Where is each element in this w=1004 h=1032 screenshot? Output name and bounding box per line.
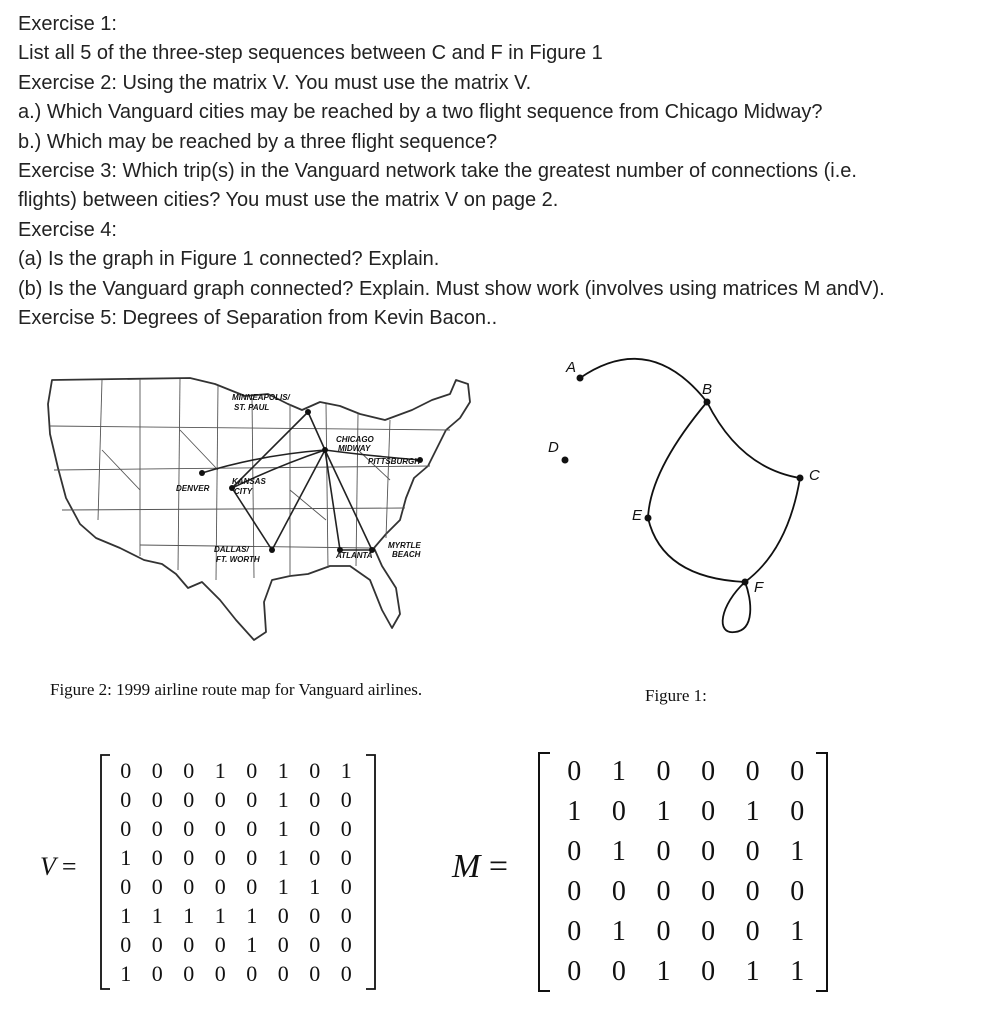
matrix-v-cell: 0 bbox=[183, 816, 195, 841]
matrix-m-cell: 0 bbox=[745, 836, 760, 867]
city-label-beach: BEACH bbox=[392, 550, 421, 559]
matrix-v-row bbox=[110, 901, 362, 930]
matrix-m-cell: 1 bbox=[790, 956, 805, 987]
node-label-f: F bbox=[754, 579, 764, 596]
matrix-m-row bbox=[552, 752, 820, 792]
matrix-m-row bbox=[552, 872, 820, 912]
matrix-m-cell: 1 bbox=[656, 956, 671, 987]
matrix-m-row bbox=[552, 952, 820, 992]
matrix-v-cell: 0 bbox=[151, 787, 163, 812]
matrix-v-cell: 0 bbox=[309, 758, 321, 783]
matrix-v-cell: 0 bbox=[214, 787, 226, 812]
matrix-m-cell: 1 bbox=[790, 836, 805, 867]
matrix-v-cell: 0 bbox=[309, 961, 321, 986]
node-a bbox=[577, 375, 584, 382]
minneapolis-dot bbox=[305, 409, 311, 415]
matrix-m-cell: 1 bbox=[790, 916, 805, 947]
node-d bbox=[562, 457, 569, 464]
matrix-v-cell: 0 bbox=[340, 816, 352, 841]
matrix-m bbox=[552, 752, 820, 992]
figure-1-caption: Figure 1: bbox=[645, 686, 707, 705]
matrix-v-cell: 0 bbox=[183, 874, 195, 899]
city-label-dallas: DALLAS/ bbox=[214, 545, 249, 554]
matrix-v-cell: 1 bbox=[277, 874, 289, 899]
matrix-m-cell: 1 bbox=[567, 796, 582, 827]
matrix-m-cell: 0 bbox=[611, 796, 626, 827]
matrix-m-cell: 1 bbox=[745, 796, 760, 827]
matrix-m-cell: 0 bbox=[701, 956, 716, 987]
edge-b-c bbox=[707, 402, 800, 478]
matrix-v-cell: 1 bbox=[214, 758, 226, 783]
matrix-v-equals: = bbox=[61, 852, 77, 881]
matrix-v-cell: 0 bbox=[120, 932, 132, 957]
node-label-c: C bbox=[809, 467, 820, 484]
matrix-v-cell: 1 bbox=[277, 816, 289, 841]
exercise-line: (b) Is the Vanguard graph connected? Explain. Must show work (involves using matrices M andV). bbox=[18, 277, 885, 300]
matrix-v-cell: 1 bbox=[277, 758, 289, 783]
exercise-line: Exercise 2: Using the matrix V. You must use the matrix V. bbox=[18, 71, 532, 94]
matrix-m-cell: 0 bbox=[567, 756, 582, 787]
denver-dot bbox=[199, 470, 205, 476]
matrix-v-cell: 0 bbox=[340, 932, 352, 957]
dallas-dot bbox=[269, 547, 275, 553]
matrix-v-cell: 0 bbox=[309, 932, 321, 957]
matrix-m-symbol: M bbox=[452, 848, 481, 885]
node-label-e: E bbox=[632, 507, 643, 524]
exercise-line: (a) Is the graph in Figure 1 connected? Explain. bbox=[18, 248, 440, 271]
matrix-m-cell: 0 bbox=[701, 756, 716, 787]
edge-f-loop bbox=[723, 582, 751, 632]
matrix-m-cell: 1 bbox=[611, 756, 626, 787]
matrix-v-row bbox=[110, 843, 362, 872]
matrix-m-cell: 0 bbox=[567, 916, 582, 947]
matrix-m-label bbox=[452, 848, 508, 886]
matrix-v-cell: 0 bbox=[183, 787, 195, 812]
matrix-m-equals: = bbox=[488, 848, 509, 885]
matrix-v-cell: 1 bbox=[309, 874, 321, 899]
matrix-m-cell: 0 bbox=[611, 956, 626, 987]
matrix-m-cell: 0 bbox=[745, 916, 760, 947]
matrix-v-cell: 1 bbox=[120, 903, 132, 928]
edge-e-f bbox=[648, 518, 745, 582]
matrix-v-cell: 0 bbox=[183, 845, 195, 870]
city-label-denver: DENVER bbox=[176, 484, 210, 493]
city-label-chicago: CHICAGO bbox=[336, 435, 374, 444]
matrix-v-cell: 0 bbox=[214, 874, 226, 899]
matrix-v-cell: 0 bbox=[183, 758, 195, 783]
matrix-v-row bbox=[110, 872, 362, 901]
node-label-b: B bbox=[702, 381, 713, 398]
matrix-m-cell: 0 bbox=[701, 836, 716, 867]
matrix-v-row bbox=[110, 930, 362, 959]
city-label-kansas: KANSAS bbox=[232, 477, 266, 486]
matrix-v-cell: 0 bbox=[214, 932, 226, 957]
matrix-v-cell: 0 bbox=[277, 903, 289, 928]
exercise-line: Exercise 3: Which trip(s) in the Vanguard network take the greatest number of connections (i.e. bbox=[18, 160, 857, 182]
matrix-v-cell: 0 bbox=[309, 845, 321, 870]
matrix-v-cell: 0 bbox=[340, 845, 352, 870]
matrix-v-cell: 0 bbox=[340, 961, 352, 986]
matrix-v-cell: 0 bbox=[151, 874, 163, 899]
matrix-v-symbol: V bbox=[40, 852, 56, 881]
matrix-v-cell: 0 bbox=[151, 816, 163, 841]
matrix-m-cell: 0 bbox=[790, 876, 805, 907]
exercise-line: Exercise 5: Degrees of Separation from Kevin Bacon.. bbox=[18, 307, 498, 329]
matrix-v-cell: 1 bbox=[246, 932, 258, 957]
matrix-m-cell: 1 bbox=[745, 956, 760, 987]
node-f bbox=[742, 579, 749, 586]
matrix-m-cell: 0 bbox=[656, 916, 671, 947]
matrix-v-cell: 1 bbox=[277, 845, 289, 870]
matrix-v-cell: 0 bbox=[151, 845, 163, 870]
city-label-minneapolis: MINNEAPOLIS/ bbox=[232, 393, 290, 402]
matrix-m-cell: 0 bbox=[567, 876, 582, 907]
matrix-v-label bbox=[40, 852, 77, 882]
matrix-m-cell: 0 bbox=[701, 916, 716, 947]
matrix-v-cell: 1 bbox=[183, 903, 195, 928]
matrix-m-cell: 0 bbox=[656, 836, 671, 867]
us-route-map bbox=[40, 370, 510, 670]
matrix-v-cell: 0 bbox=[151, 961, 163, 986]
matrix-v-cell: 0 bbox=[151, 758, 163, 783]
matrix-m-cell: 0 bbox=[567, 836, 582, 867]
node-label-a: A bbox=[566, 359, 577, 376]
matrix-m-cell: 0 bbox=[701, 876, 716, 907]
exercise-line: Exercise 4: bbox=[18, 218, 117, 241]
matrix-v-cell: 0 bbox=[246, 961, 258, 986]
node-label-d: D bbox=[548, 439, 559, 456]
matrix-m-cell: 1 bbox=[656, 796, 671, 827]
matrix-v-cell: 0 bbox=[120, 816, 132, 841]
matrix-m-cell: 0 bbox=[790, 756, 805, 787]
matrix-v-cell: 0 bbox=[246, 874, 258, 899]
city-label-myrtle: MYRTLE bbox=[388, 541, 421, 550]
matrix-m-cell: 0 bbox=[656, 876, 671, 907]
matrix-m-cell: 0 bbox=[656, 756, 671, 787]
matrix-v-row bbox=[110, 814, 362, 843]
matrix-v-row bbox=[110, 959, 362, 988]
matrix-m-cell: 0 bbox=[611, 876, 626, 907]
matrix-v-cell: 0 bbox=[246, 787, 258, 812]
matrix-v-cell: 0 bbox=[340, 787, 352, 812]
figure-2-caption: Figure 2: 1999 airline route map for Vanguard airlines. bbox=[50, 680, 423, 699]
matrix-v-cell: 0 bbox=[340, 874, 352, 899]
exercise-line: List all 5 of the three-step sequences between C and F in Figure 1 bbox=[18, 42, 603, 65]
edge-b-e bbox=[648, 402, 707, 518]
matrix-v-cell: 0 bbox=[183, 932, 195, 957]
edge-c-f bbox=[745, 478, 800, 582]
matrix-v-row bbox=[110, 756, 362, 785]
city-label-stpaul: ST. PAUL bbox=[234, 403, 270, 412]
matrix-m-cell: 0 bbox=[567, 956, 582, 987]
matrix-v-cell: 1 bbox=[120, 961, 132, 986]
matrix-v-cell: 1 bbox=[214, 903, 226, 928]
matrix-v-cell: 0 bbox=[214, 961, 226, 986]
matrix-m-cell: 0 bbox=[745, 876, 760, 907]
matrix-v-cell: 0 bbox=[277, 932, 289, 957]
matrix-v-cell: 0 bbox=[309, 787, 321, 812]
matrix-m-row bbox=[552, 832, 820, 872]
matrix-m-cell: 1 bbox=[611, 916, 626, 947]
node-e bbox=[645, 515, 652, 522]
node-c bbox=[797, 475, 804, 482]
matrix-v-cell: 0 bbox=[246, 845, 258, 870]
matrix-v-cell: 0 bbox=[151, 932, 163, 957]
matrix-v bbox=[110, 756, 362, 988]
matrix-v-cell: 0 bbox=[309, 903, 321, 928]
matrix-m-row bbox=[552, 912, 820, 952]
matrix-m-cell: 0 bbox=[790, 796, 805, 827]
city-label-atlanta: ATLANTA bbox=[336, 551, 373, 560]
edge-a-b bbox=[580, 359, 707, 402]
matrix-v-cell: 0 bbox=[246, 758, 258, 783]
matrix-m-cell: 0 bbox=[745, 756, 760, 787]
matrix-v-cell: 0 bbox=[120, 874, 132, 899]
matrix-v-cell: 1 bbox=[340, 758, 352, 783]
matrix-v-cell: 0 bbox=[214, 845, 226, 870]
city-label-city: CITY bbox=[234, 487, 253, 496]
matrix-v-cell: 1 bbox=[151, 903, 163, 928]
exercise-line: a.) Which Vanguard cities may be reached by a two flight sequence from Chicago Midway? bbox=[18, 101, 823, 124]
node-b bbox=[704, 399, 711, 406]
exercise-line: b.) Which may be reached by a three flight sequence? bbox=[18, 130, 498, 153]
chicago-midway-dot bbox=[322, 447, 328, 453]
matrix-v-cell: 1 bbox=[277, 787, 289, 812]
matrix-v-cell: 0 bbox=[246, 816, 258, 841]
city-label-midway: MIDWAY bbox=[338, 444, 371, 453]
matrix-v-row bbox=[110, 785, 362, 814]
matrix-m-cell: 1 bbox=[611, 836, 626, 867]
exercise-line: flights) between cities? You must use the matrix V on page 2. bbox=[18, 189, 559, 212]
matrix-v-cell: 0 bbox=[183, 961, 195, 986]
matrix-v-cell: 0 bbox=[277, 961, 289, 986]
matrix-m-cell: 0 bbox=[701, 796, 716, 827]
city-label-ftworth: FT. WORTH bbox=[216, 555, 260, 564]
matrix-v-cell: 0 bbox=[120, 758, 132, 783]
city-label-pittsburgh: PITTSBURGH bbox=[368, 457, 420, 466]
matrix-v-cell: 0 bbox=[214, 816, 226, 841]
matrix-v-cell: 1 bbox=[246, 903, 258, 928]
matrix-m-row bbox=[552, 792, 820, 832]
matrix-v-cell: 0 bbox=[120, 787, 132, 812]
matrix-v-cell: 0 bbox=[340, 903, 352, 928]
matrix-v-cell: 0 bbox=[309, 816, 321, 841]
graph-figure-1 bbox=[540, 350, 840, 650]
matrix-v-cell: 1 bbox=[120, 845, 132, 870]
exercise-line: Exercise 1: bbox=[18, 13, 117, 35]
